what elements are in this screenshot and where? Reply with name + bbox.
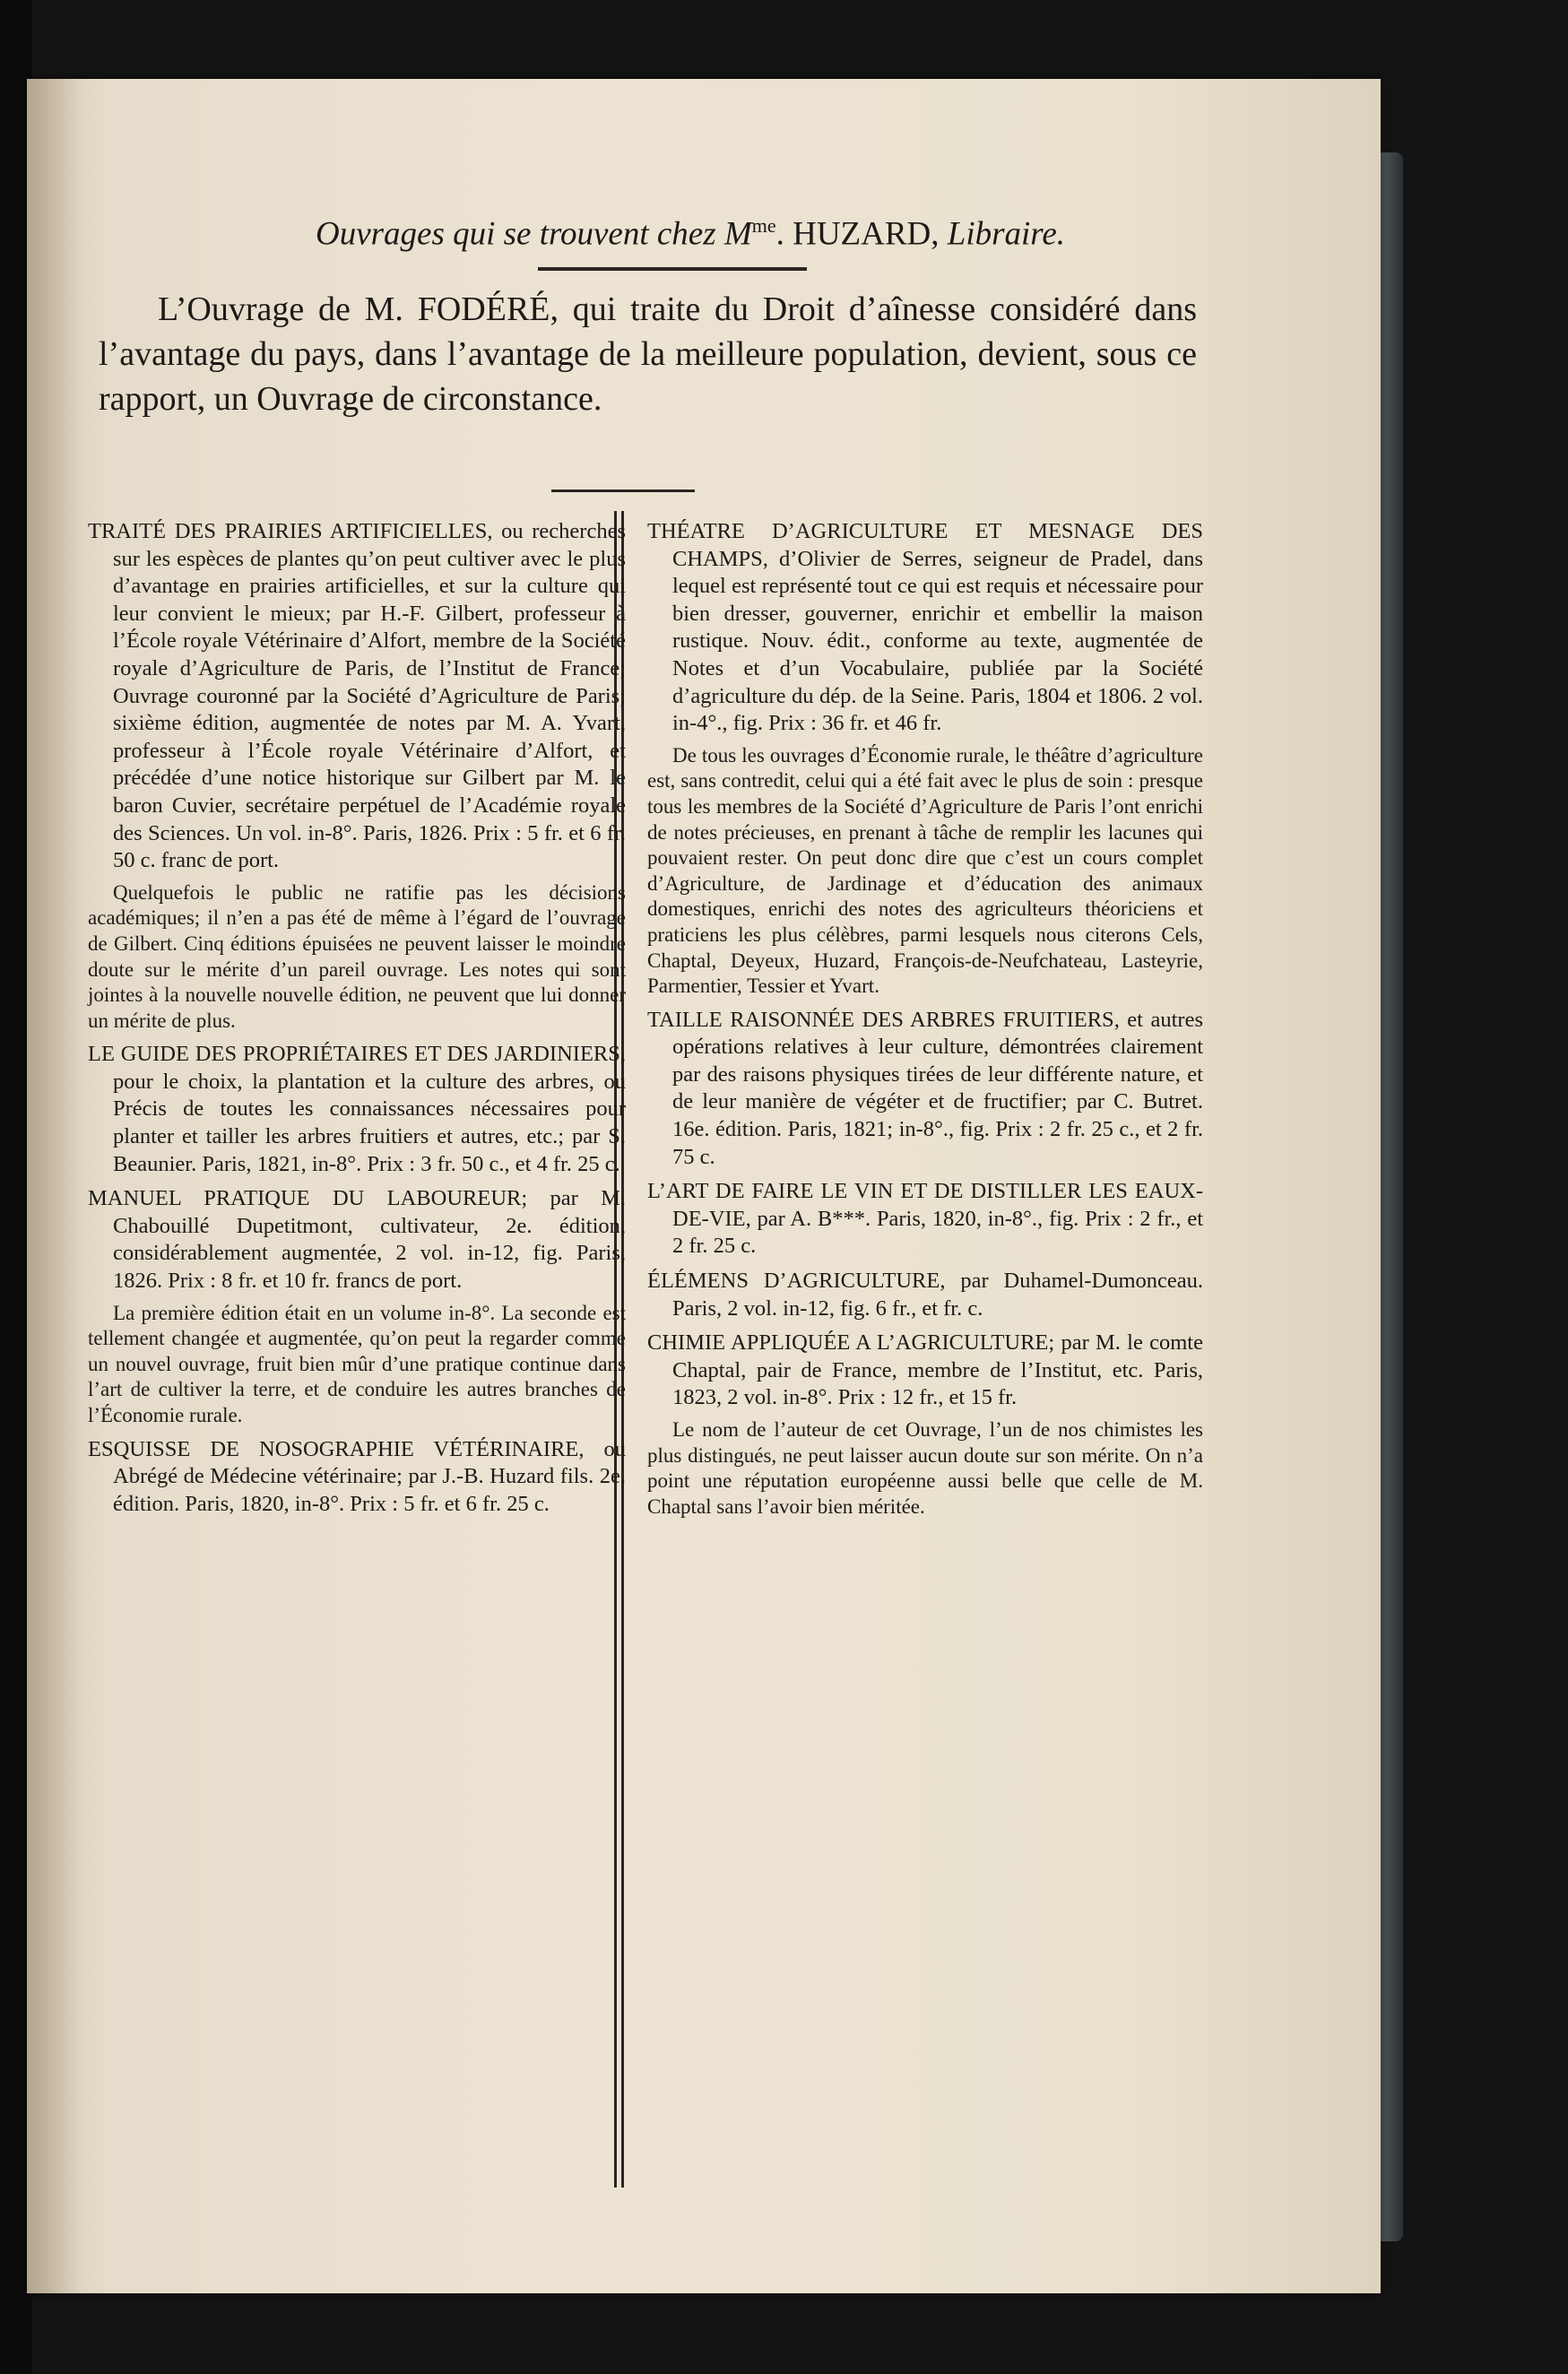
heading-sup: me [751,214,776,237]
intro-paragraph [99,287,1197,421]
catalog-entry [647,518,1203,1000]
entry-note: Quelquefois le public ne ratifie pas les décisions académiques; il n’en a pas été de même à l’égard de l’ouvrage de Gilbert. Cinq éditions épuisées ne peuvent laisser le moindre doute sur le mérite d’un pareil ouvrage. Les notes qui sont jointes à la nouvelle nouvelle édition, ne peuvent que lui donner un mérite de plus. [88,880,626,1032]
left-column [88,518,626,1525]
entry-title: TRAITÉ DES PRAIRIES ARTIFICIELLES, ou recherches sur les espèces de plantes qu’on peut cultiver avec le plus d’avantage en prairies artificielles, et sur la culture qui leur convient le mieux; par H.-F. Gilbert, professeur à l’École royale Vétérinaire d’Alfort, membre de la Société royale d’Agriculture de Paris, de l’Institut de France; Ouvrage couronné par la Société d’Agriculture de Paris; sixième édition, augmentée de notes par M. A. Yvart, professeur à l’École royale Vétérinaire d’Alfort, et précédée d’une notice historique sur Gilbert par M. le baron Cuvier, secrétaire perpétuel de l’Académie royale des Sciences. Un vol. in-8°. Paris, 1826. Prix : 5 fr. et 6 fr. 50 c. franc de port. [88,519,626,873]
catalog-entry [647,1007,1203,1172]
entry-title: ÉLÉMENS D’AGRICULTURE, par Duhamel-Dumonceau. Paris, 2 vol. in-12, fig. 6 fr., et fr. c. [647,1269,1203,1321]
catalog-entry [647,1178,1203,1261]
entry-title: TAILLE RAISONNÉE DES ARBRES FRUITIERS, et autres opérations relatives à leur culture, démontrées clairement par des raisons physiques tirées de leur différente nature, et de leur manière de végéter et de fructifier; par C. Butret. 16e. édition. Paris, 1821; in-8°., fig. Prix : 2 fr. 25 c., et 2 fr. 75 c. [647,1007,1203,1169]
section-rule [551,490,695,492]
right-column [647,518,1203,1527]
entry-title: CHIMIE APPLIQUÉE A L’AGRICULTURE; par M. le comte Chaptal, pair de France, membre de l’Institut, etc. Paris, 1823, 2 vol. in-8°. Prix : 12 fr., et 15 fr. [647,1330,1203,1410]
page-heading [130,204,1251,256]
heading-prefix: Ouvrages qui se trouvent chez M [315,215,752,253]
intro-text: L’Ouvrage de M. FODÉRÉ, qui traite du Droit d’aînesse considéré dans l’avantage du pays, dans l’avantage de la meilleure population, devient, sous ce rapport, un Ouvrage de circonstance. [99,290,1197,418]
entry-title: MANUEL PRATIQUE DU LABOUREUR; par M. Chabouillé Dupetitmont, cultivateur, 2e. édition, considérablement augmentée, 2 vol. in-12, fig. Paris, 1826. Prix : 8 fr. et 10 fr. francs de port. [88,1186,626,1294]
entry-note: Le nom de l’auteur de cet Ouvrage, l’un de nos chimistes les plus distingués, ne peut laisser aucun doute sur son mérite. On n’a point une réputation européenne aussi belle que celle de M. Chaptal sans l’avoir bien méritée. [647,1418,1203,1518]
catalog-entry [88,518,626,1034]
entry-note: La première édition était en un volume in-8°. La seconde est tellement changée et augmentée, qu’on peut la regarder comme un nouvel ouvrage, fruit bien mûr d’une pratique continue dans l’art de cultiver la terre, et de conduire les autres branches de l’Économie rurale. [88,1301,626,1426]
catalog-entry [647,1330,1203,1520]
entry-note: De tous les ouvrages d’Économie rurale, le théâtre d’agriculture est, sans contredit, celui qui a été fait avec le plus de soin : presque tous les membres de la Société d’Agriculture de Paris l’ont enrichi de notes précieuses, en prenant à tâche de remplir les lacunes qui pouvaient rester. On peut donc dire que c’est un cours complet d’Agriculture, de Jardinage et d’éducation des animaux domestiques, enrichi des notes des agriculteurs théoriciens et praticiens les plus célèbres, parmi lesquels nous citerons Cels, Chaptal, Deyeux, Huzard, François-de-Neufchateau, Lasteyrie, Parmentier, Tessier et Yvart. [647,743,1203,998]
catalog-entry [647,1268,1203,1322]
entry-title: THÉATRE D’AGRICULTURE ET MESNAGE DES CHAMPS, d’Olivier de Serres, seigneur de Pradel, dans lequel est représenté tout ce qui est requis et nécessaire pour bien dresser, gouverner, enrichir et embellir la maison rustique. Nouv. édit., conforme au texte, augmentée de Notes et d’un Vocabulaire, publiée par la Société d’agriculture du dép. de la Seine. Paris, 1804 et 1806. 2 vol. in-4°., fig. Prix : 36 fr. et 46 fr. [647,519,1203,736]
entry-title: ESQUISSE DE NOSOGRAPHIE VÉTÉRINAIRE, ou Abrégé de Médecine vétérinaire; par J.-B. Huzard fils. 2e. édition. Paris, 1820, in-8°. Prix : 5 fr. et 6 fr. 25 c. [88,1436,626,1516]
catalog-entry [88,1436,626,1519]
book-page [27,79,1381,2293]
heading-name: . HUZARD, [775,215,948,253]
heading-suffix: Libraire. [947,215,1065,253]
catalog-entry [88,1041,626,1178]
catalog-entry [88,1185,626,1428]
entry-title: LE GUIDE DES PROPRIÉTAIRES ET DES JARDINIERS, pour le choix, la plantation et la culture des arbres, ou Précis de toutes les connaissances nécessaires pour planter et tailler les arbres fruitiers et autres, etc.; par S. Beaunier. Paris, 1821, in-8°. Prix : 3 fr. 50 c., et 4 fr. 25 c. [88,1042,626,1176]
binding-shadow [27,79,81,2293]
entry-title: L’ART DE FAIRE LE VIN ET DE DISTILLER LES EAUX-DE-VIE, par A. B***. Paris, 1820, in-8°., fig. Prix : 2 fr., et 2 fr. 25 c. [647,1179,1203,1259]
heading-rule [538,267,807,271]
